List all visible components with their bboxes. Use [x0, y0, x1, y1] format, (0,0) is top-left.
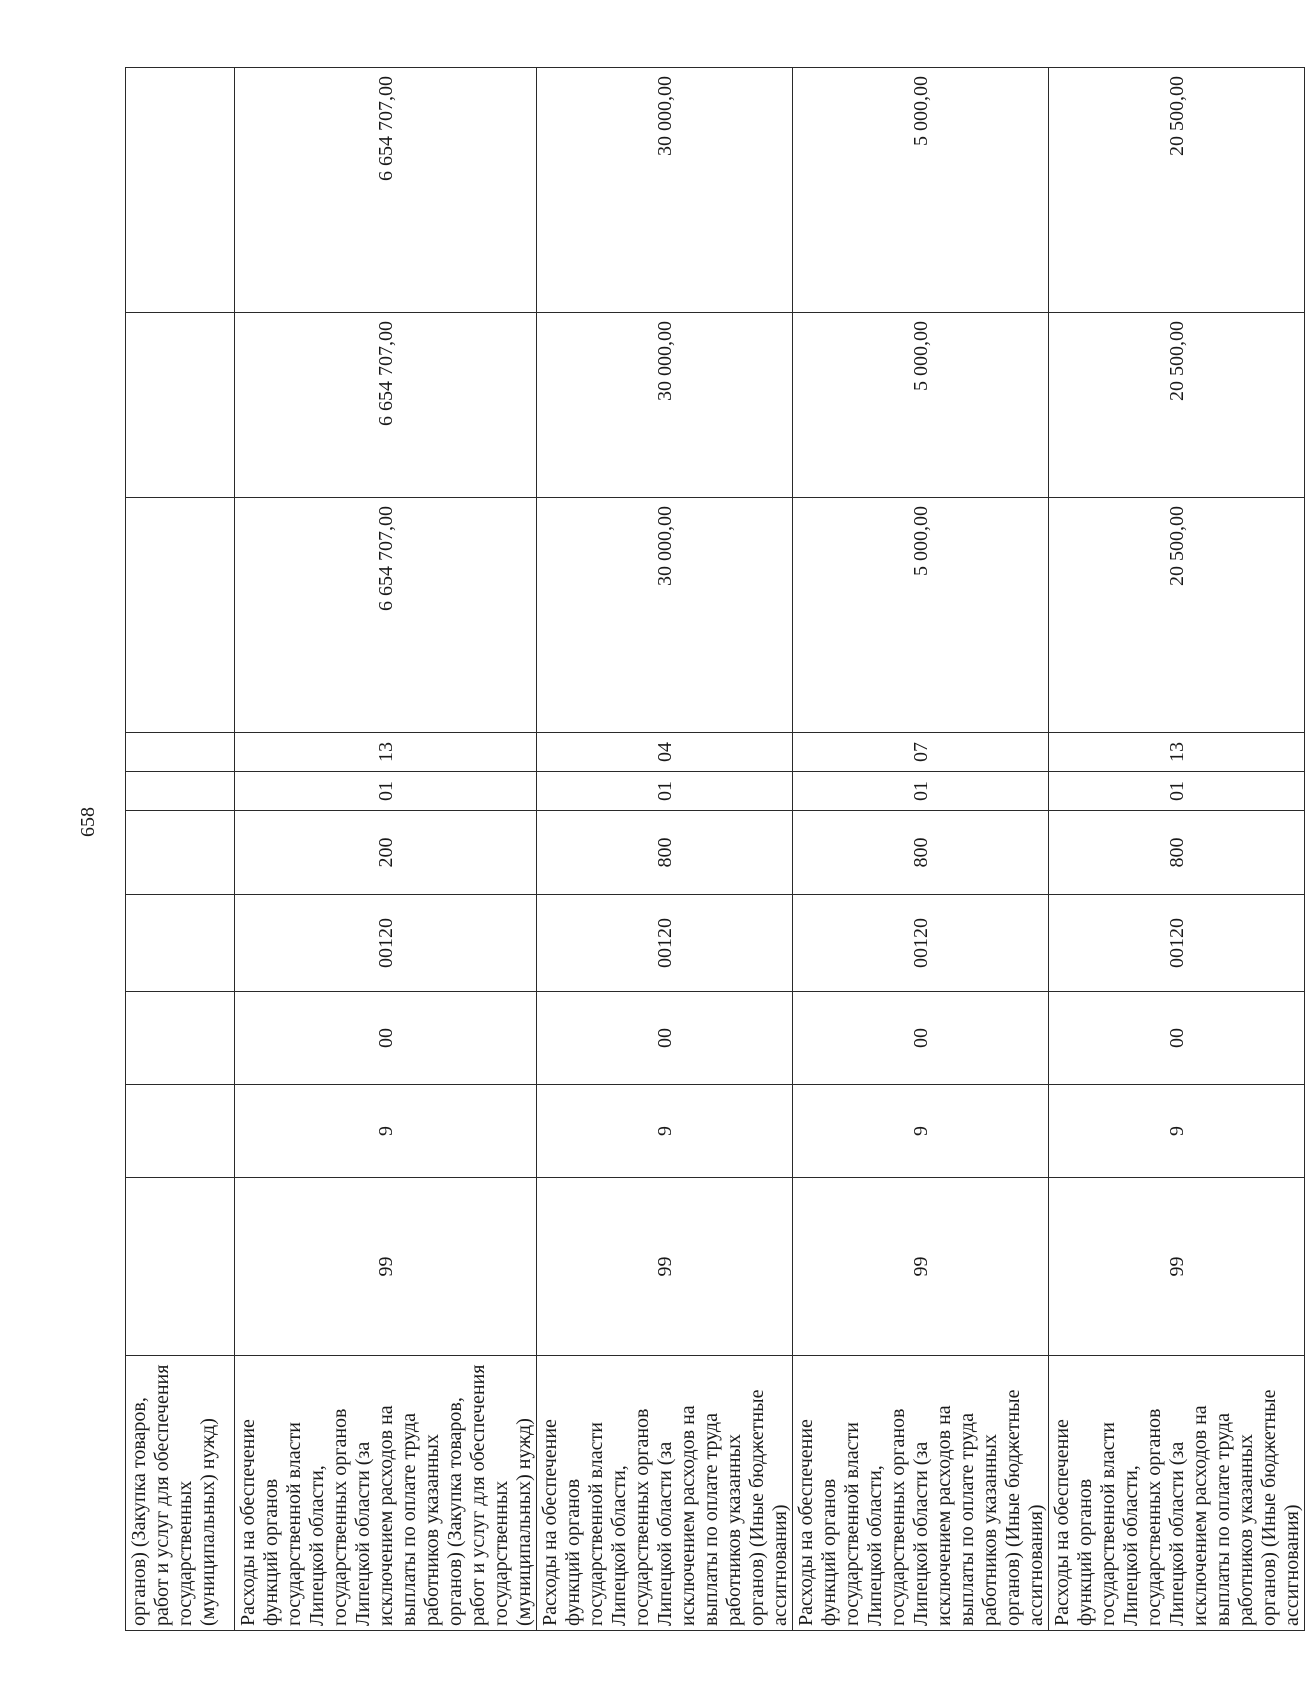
main-event-code-cell: 00: [235, 992, 537, 1085]
program-code-cell: 99: [235, 1178, 537, 1356]
direction-code-cell: 00120: [235, 895, 537, 992]
expense-type-cell: 800: [1049, 811, 1305, 895]
expense-name-cell: Расходы на обеспечение функций органов государственной власти Липецкой области, государственных органов Липецкой области (за исключением расходов на выплаты по оплате труда работников указанных органов) (Закупка товаров, работ и услуг для обеспечения государственных (муниципальных) нужд): [235, 1356, 537, 1631]
budget-table: [125, 67, 1305, 1631]
main-event-code-cell: 00: [1049, 992, 1305, 1085]
subsection-cell: 04: [537, 733, 793, 772]
subsection-cell: 07: [793, 733, 1049, 772]
amount-1-cell: 20 500,00: [1049, 498, 1305, 733]
program-code-cell: 99: [793, 1178, 1049, 1356]
amount-2-cell: 20 500,00: [1049, 313, 1305, 498]
section-cell: [126, 772, 235, 811]
amount-2-cell: 30 000,00: [537, 313, 793, 498]
amount-1-cell: 30 000,00: [537, 498, 793, 733]
amount-2-cell: 5 000,00: [793, 313, 1049, 498]
table-row: [1049, 68, 1305, 1631]
page-number: 658: [77, 807, 99, 837]
subsection-cell: [126, 733, 235, 772]
expense-name-cell: Расходы на обеспечение функций органов государственной власти Липецкой области, государственных органов Липецкой области (за исключением расходов на выплаты по оплате труда работников указанных органов) (Иные бюджетные ассигнования): [1049, 1356, 1305, 1631]
program-code-cell: [126, 1178, 235, 1356]
section-cell: 01: [1049, 772, 1305, 811]
amount-3-cell: 5 000,00: [793, 68, 1049, 313]
amount-1-cell: 6 654 707,00: [235, 498, 537, 733]
subsection-cell: 13: [235, 733, 537, 772]
program-code-cell: 99: [1049, 1178, 1305, 1356]
subprogram-code-cell: 9: [537, 1085, 793, 1178]
main-event-code-cell: [126, 992, 235, 1085]
amount-3-cell: 20 500,00: [1049, 68, 1305, 313]
amount-1-cell: [126, 498, 235, 733]
amount-3-cell: [126, 68, 235, 313]
direction-code-cell: [126, 895, 235, 992]
amount-3-cell: 30 000,00: [537, 68, 793, 313]
amount-3-cell: 6 654 707,00: [235, 68, 537, 313]
subprogram-code-cell: 9: [1049, 1085, 1305, 1178]
subsection-cell: 13: [1049, 733, 1305, 772]
expense-type-cell: 200: [235, 811, 537, 895]
expense-type-cell: 800: [793, 811, 1049, 895]
expense-type-cell: [126, 811, 235, 895]
section-cell: 01: [235, 772, 537, 811]
main-event-code-cell: 00: [793, 992, 1049, 1085]
program-code-cell: 99: [537, 1178, 793, 1356]
table-row: [235, 68, 537, 1631]
expense-name-cell: Расходы на обеспечение функций органов государственной власти Липецкой области, государственных органов Липецкой области (за исключением расходов на выплаты по оплате труда работников указанных органов) (Иные бюджетные ассигнования): [537, 1356, 793, 1631]
subprogram-code-cell: 9: [793, 1085, 1049, 1178]
section-cell: 01: [537, 772, 793, 811]
rotated-table-container: [125, 68, 1303, 1631]
amount-2-cell: [126, 313, 235, 498]
section-cell: 01: [793, 772, 1049, 811]
direction-code-cell: 00120: [1049, 895, 1305, 992]
main-event-code-cell: 00: [537, 992, 793, 1085]
table-row: [537, 68, 793, 1631]
subprogram-code-cell: 9: [235, 1085, 537, 1178]
amount-2-cell: 6 654 707,00: [235, 313, 537, 498]
amount-1-cell: 5 000,00: [793, 498, 1049, 733]
direction-code-cell: 00120: [793, 895, 1049, 992]
table-row: [126, 68, 235, 1631]
expense-name-cell: органов) (Закупка товаров, работ и услуг для обеспечения государственных (муниципальных) нужд): [126, 1356, 235, 1631]
direction-code-cell: 00120: [537, 895, 793, 992]
table-row: [793, 68, 1049, 1631]
subprogram-code-cell: [126, 1085, 235, 1178]
expense-name-cell: Расходы на обеспечение функций органов государственной власти Липецкой области, государственных органов Липецкой области (за исключением расходов на выплаты по оплате труда работников указанных органов) (Иные бюджетные ассигнования): [793, 1356, 1049, 1631]
expense-type-cell: 800: [537, 811, 793, 895]
